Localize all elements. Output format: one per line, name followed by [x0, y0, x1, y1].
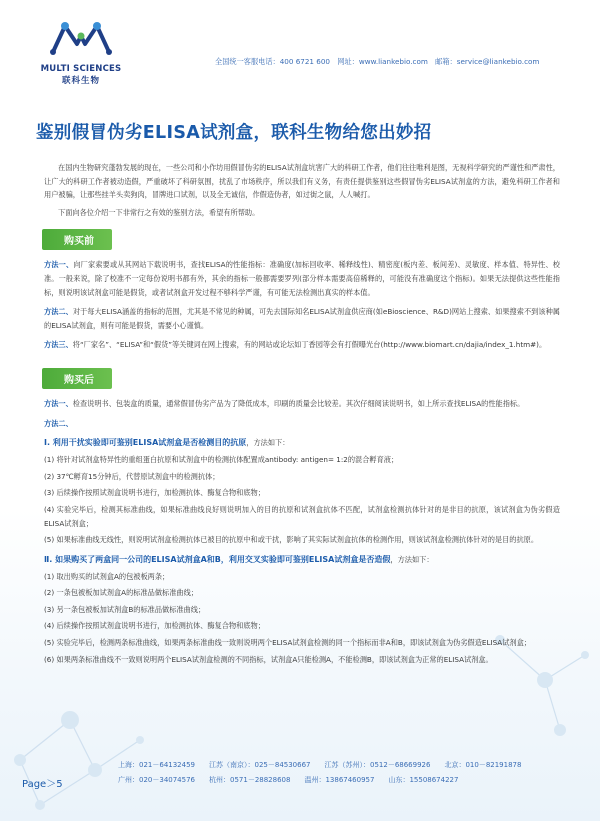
- contact-nanjing: 江苏（南京）：025－84530667: [209, 761, 311, 769]
- intro-paragraph: 在国内生物研究蓬勃发展的现在，一些公司和小作坊用假冒伪劣的ELISA试剂盒坑害广大的科研工作者，他们往往唯利是图，无视科学研究的严谨性和严肃性，让广大的科研工作者被动造假，严重破坏了科研氛围，扰乱了市场秩序，所以我们有义务，有责任提供鉴别这些假冒伪劣ELISA试剂盒的方法，避免科研工作者和用户被骗，让那些挂羊头卖狗肉，冒牌进口试剂，以及全无诚信，作假造伪者，如过街之鼠，人人喊打。: [44, 163, 560, 200]
- method-text: 检查说明书、包装盒的质量，通常假冒伪劣产品为了降低成本，印刷的质量会比较差。其次仔细阅读说明书，如上所示查找ELISA的性能指标。: [72, 398, 525, 408]
- interference-step-1: (1) 将针对试剂盒特异性的重组蛋白抗原和试剂盒中的检测抗体配置成antibody: antigen= 1:2的混合孵育液；: [44, 455, 399, 465]
- contact-wenzhou: 温州：13867460957: [304, 776, 375, 784]
- method-text: 将“厂家名”、“ELISA”和“假货”等关键词在网上搜索，有的网站或论坛如丁香园等会有打假曝光台(http://www.biomart.cn/dajia/index_1.htm#)。: [72, 340, 547, 350]
- interference-step-2: (2) 37℃孵育15分钟后，代替原试剂盒中的检测抗体；: [44, 471, 220, 481]
- page-number: Page＞5: [22, 779, 63, 790]
- contact-beijing: 北京：010－82191878: [444, 761, 522, 769]
- contact-shandong: 山东：15508674227: [388, 776, 459, 784]
- cross-step-2: (2) 一条包被板加试剂盒A的标准品做标准曲线；: [44, 588, 198, 598]
- section-tag-before-purchase: 购买前: [42, 229, 112, 250]
- contact-suzhou: 江苏（苏州）：0512－68669926: [324, 761, 431, 769]
- cross-step-4: (4) 后续操作按照试剂盒说明书进行，加检测抗体、酶复合物和底物；: [44, 621, 265, 631]
- contact-hangzhou: 杭州：0571－28828608: [209, 776, 291, 784]
- section-tag-after-purchase: 购买后: [42, 368, 112, 389]
- method-text: 对于每大ELISA涵盖的指标的范围，尤其是不常见的种属，可先去国际知名ELISA试剂盒供应商(如eBioscience、R&D)网站上搜索、如果搜索不到该种属的ELISA试剂盒，则有可能是假货，需要小心谨慎。: [44, 307, 560, 330]
- article-body: [44, 161, 560, 669]
- header-contact-bar: [215, 57, 544, 67]
- company-logo: [26, 18, 136, 86]
- hotline-text: 全国统一客服电话：400 6721 600: [215, 57, 330, 66]
- after-method-1: [44, 397, 560, 411]
- cross-test-heading: [44, 553, 560, 566]
- contact-guangzhou: 广州：020－34074576: [118, 776, 195, 784]
- subhead-suffix: ，方法如下：: [246, 438, 290, 448]
- after-method-2-label: [44, 417, 560, 431]
- footer-contacts: [118, 758, 588, 788]
- interference-step-4: (4) 实验完毕后，检测其标准曲线，如果标准曲线良好则说明加入的目的抗原和试剂盒抗体不匹配，试剂盒检测抗体针对的是非目的抗原，该试剂盒为伪劣假造ELISA试剂盒；: [44, 504, 560, 528]
- intro-lead-paragraph: 下面向各位介绍一下非常行之有效的鉴别方法，希望有所帮助。: [58, 207, 260, 217]
- subhead-text: Ⅱ. 如果购买了两盒同一公司的ELISA试剂盒A和B，利用交叉实验即可鉴别ELISA试剂盒是否造假: [44, 554, 391, 564]
- subhead-suffix: ，方法如下：: [390, 554, 434, 564]
- page-title: 鉴别假冒伪劣ELISA试剂盒，联科生物给您出妙招: [36, 123, 432, 143]
- multi-sciences-logo-icon: [47, 18, 115, 62]
- cross-step-6: (6) 如果两条标准曲线不一致则说明两个ELISA试剂盒检测的不同指标，试剂盒A只能检测A，不能检测B，即该试剂盒为正常的ELISA试剂盒。: [44, 654, 493, 664]
- interference-test-heading: [44, 436, 560, 449]
- interference-step-5: (5) 如果标准曲线无线性，则说明试剂盒检测抗体已被目的抗原中和或干扰，影响了其实际试剂盒抗体的检测作用，则该试剂盒检测抗体针对的是目的抗原。: [44, 535, 539, 545]
- subhead-text: Ⅰ. 利用干扰实验即可鉴别ELISA试剂盒是否检测目的抗原: [44, 438, 247, 448]
- cross-step-5: (5) 实验完毕后，检测两条标准曲线，如果两条标准曲线一致则说明两个ELISA试剂盒检测的同一个指标而非A和B，即该试剂盒为伪劣假造ELISA试剂盒；: [44, 638, 531, 648]
- logo-chinese-name: 联科生物: [61, 76, 100, 86]
- footer-row-2: [118, 773, 588, 788]
- cross-step-1: (1) 取出购买的试剂盒A的包被板两条；: [44, 571, 170, 581]
- method-label: 方法二、: [44, 307, 73, 317]
- logo-english-name: MULTI SCIENCES: [40, 64, 122, 74]
- before-method-2: [44, 305, 560, 332]
- method-text: 向厂家索要或从其网站下载说明书，查找ELISA的性能指标：准确度(加标回收率、稀释线性)、精密度(板内差、板间差)、灵敏度、样本值、特异性、校准。一般来说，除了校准不一定每份说明书都有外，其余的指标一般都需要罗列(部分样本需要高倍稀释的，可能没有准确度这个指标)。如果无法提供这些性能指标，则说明该试剂盒可能是假货，或者试剂盒开发过程不够科学严谨，有可能无法检测出真实的样本值。: [44, 260, 560, 297]
- website-link[interactable]: 网址：www.liankebio.com: [337, 57, 428, 66]
- before-method-3: [44, 338, 560, 352]
- footer-row-1: [118, 758, 588, 773]
- method-label: 方法一、: [44, 398, 73, 408]
- before-method-1: [44, 258, 560, 299]
- email-link[interactable]: 邮箱：service@liankebio.com: [435, 57, 540, 66]
- method-label: 方法一、: [44, 260, 74, 270]
- method-label: 方法三、: [44, 340, 73, 350]
- contact-shanghai: 上海：021－64132459: [118, 761, 195, 769]
- cross-step-3: (3) 另一条包被板加试剂盒B的标准品做标准曲线；: [44, 604, 206, 614]
- interference-step-3: (3) 后续操作按照试剂盒说明书进行，加检测抗体、酶复合物和底物；: [44, 488, 265, 498]
- method-label: 方法二、: [44, 418, 73, 428]
